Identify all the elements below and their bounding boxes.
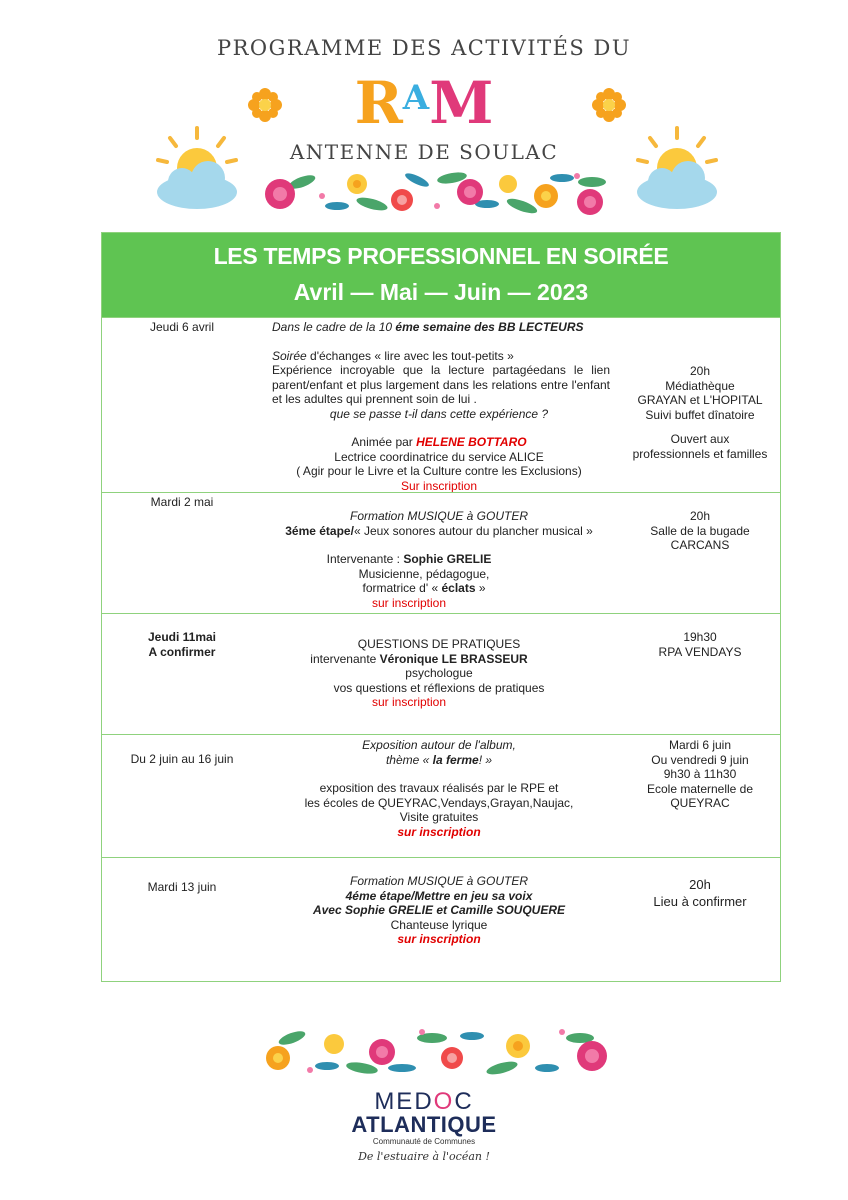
table-row	[102, 492, 780, 613]
flower-garland-bottom	[262, 1024, 610, 1080]
row-date: Mardi 13 juin	[147, 880, 217, 894]
row-date: Jeudi 6 avril	[149, 320, 215, 334]
ram-logo: $R^AM$	[354, 69, 494, 137]
medoc-atlantique-logo: MEDOC ATLANTIQUE Communauté de Communes De l'estuaire à l'océan !	[351, 1088, 497, 1163]
row-date: Jeudi 11mai A confirmer	[147, 630, 217, 659]
row-date: Du 2 juin au 16 juin	[130, 752, 234, 766]
row-info: 20h Salle de la bugade CARCANS	[650, 509, 750, 552]
inscription-link: sur inscription	[397, 824, 481, 839]
table-row	[102, 613, 780, 734]
row-info: Mardi 6 juin Ou vendredi 9 juin 9h30 à 11h30 Ecole maternelle de QUEYRAC	[646, 738, 754, 810]
inscription-link: sur inscription	[371, 595, 447, 610]
row-info: 20h Lieu à confirmer	[653, 877, 747, 909]
banner-period: Avril — Mai — Juin — 2023	[293, 279, 589, 305]
sun-cloud-icon-right	[630, 122, 725, 214]
antenne-subtitle: ANTENNE DE SOULAC	[289, 140, 559, 164]
table-row	[102, 734, 780, 857]
row-date: Mardi 2 mai	[150, 495, 214, 509]
banner-title: LES TEMPS PROFESSIONNEL EN SOIRÉE	[213, 243, 669, 269]
inscription-link: sur inscription	[371, 695, 447, 709]
row-info: 19h30 RPA VENDAYS	[658, 630, 742, 659]
row-description: Dans le cadre de la 10 éme semaine des BB LECTEURS Soirée d'échanges « lire avec les tout-petits » Expérience incroyable que la lecture partagéedans le lien parent/enfant et plus largement dans les relations entre l'enfant et les adultes qui prennent soin de lui . que se passe t-il dans cette expérience ? Animée par HELENE BOTTARO Lectrice coordinatrice du service ALICE ( Agir pour le Livre et la Culture contre les Exclusions) Sur inscription	[266, 320, 612, 493]
row-description: Exposition autour de l'album, thème « la ferme! » exposition des travaux réalisés par le RPE et les écoles de QUEYRAC,Vendays,Grayan,Naujac, Visite gratuites sur inscription	[266, 738, 612, 839]
table-row	[102, 857, 780, 981]
table-banner	[102, 233, 780, 317]
programme-title: PROGRAMME DES ACTIVITÉS DU	[216, 36, 632, 60]
activities-table	[101, 232, 781, 982]
inscription-link: Sur inscription	[400, 478, 478, 493]
row-description: Formation MUSIQUE à GOUTER 3éme étape/« Jeux sonores autour du plancher musical » Intervenante : Sophie GRELIE Musicienne, pédagogue, formatrice d' « éclats » sur inscription	[266, 509, 612, 610]
table-row	[102, 317, 780, 492]
flower-garland-top	[262, 166, 610, 218]
flower-icon-left	[248, 88, 282, 122]
sun-cloud-icon-left	[150, 122, 245, 214]
inscription-link: sur inscription	[397, 932, 481, 946]
flower-icon-right	[592, 88, 626, 122]
row-description: Formation MUSIQUE à GOUTER 4éme étape/Mettre en jeu sa voix Avec Sophie GRELIE et Camille SOUQUERE Chanteuse lyrique sur inscription	[266, 874, 612, 947]
row-info: 20h Médiathèque GRAYAN et L'HOPITAL Suivi buffet dînatoire Ouvert aux professionnels et familles	[632, 364, 768, 461]
row-description: QUESTIONS DE PRATIQUES intervenante Véronique LE BRASSEUR psychologue vos questions et réflexions de pratiques sur inscription	[266, 637, 612, 710]
